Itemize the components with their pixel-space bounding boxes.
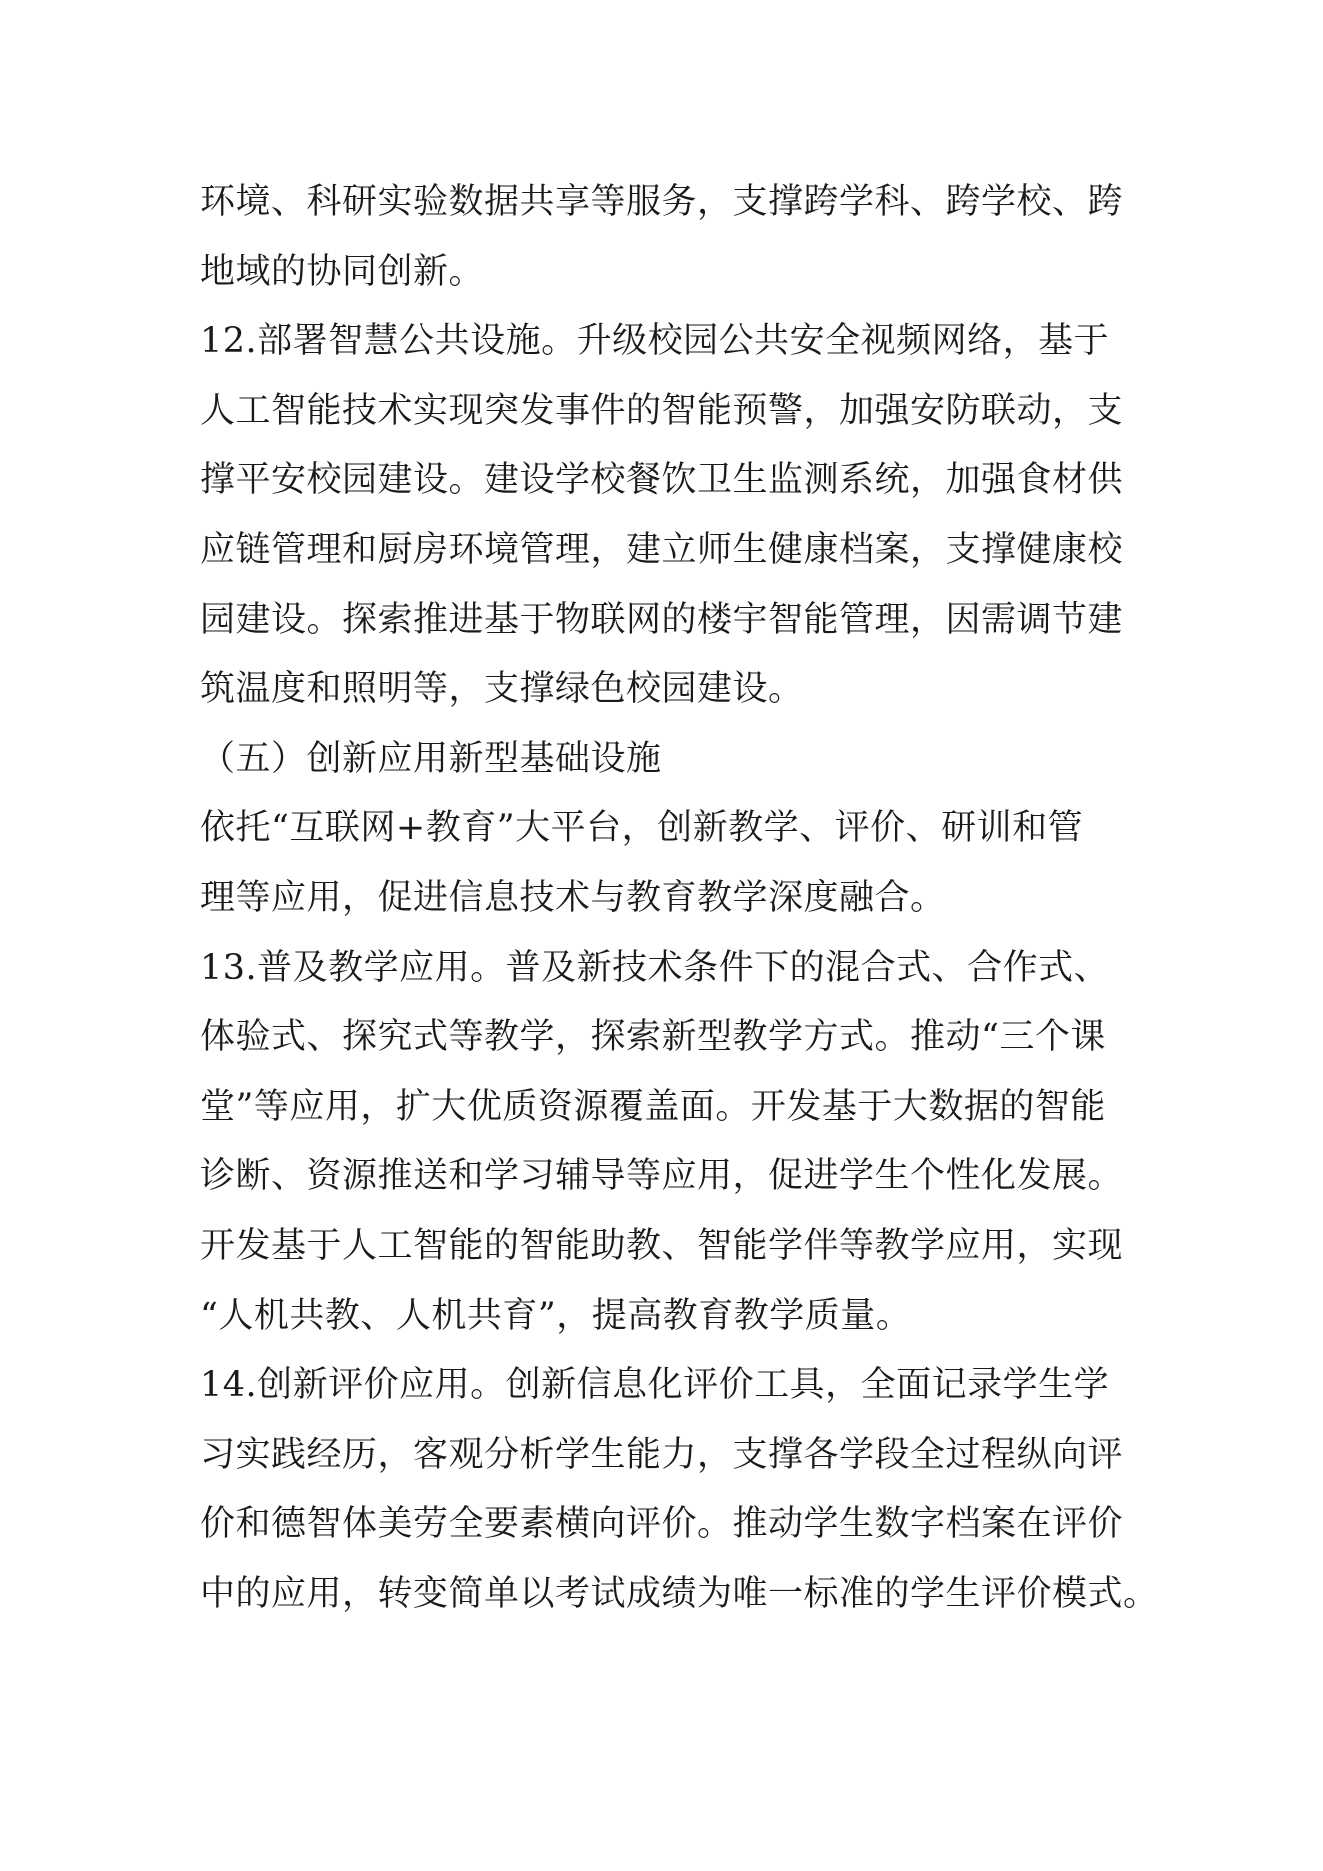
text-line: 人工智能技术实现突发事件的智能预警，加强安防联动，支 [200,390,1124,431]
text-line: 筑温度和照明等，支撑绿色校园建设。 [200,669,804,710]
text-line: 撑平安校园建设。建设学校餐饮卫生监测系统，加强食材供 [200,460,1124,501]
text-line: 环境、科研实验数据共享等服务，支撑跨学科、跨学校、跨 [200,182,1124,222]
text-line: 13.普及教学应用。普及新技术条件下的混合式、合作式、 [200,947,1110,988]
text-line: “人机共教、人机共育”，提高教育教学质量。 [200,1295,912,1336]
text-line: 价和德智体美劳全要素横向评价。推动学生数字档案在评价 [200,1504,1124,1545]
text-line: 诊断、资源推送和学习辅导等应用，促进学生个性化发展。 [200,1156,1124,1197]
text-line: 开发基于人工智能的智能助教、智能学伴等教学应用，实现 [200,1225,1124,1266]
text-line: 理等应用，促进信息技术与教育教学深度融合。 [200,877,946,918]
text-line: 园建设。探索推进基于物联网的楼宇智能管理，因需调节建 [200,599,1124,640]
text-line: 12.部署智慧公共设施。升级校园公共安全视频网络，基于 [200,321,1110,362]
text-line: 堂”等应用，扩大优质资源覆盖面。开发基于大数据的智能 [200,1086,1106,1127]
section-heading: （五）创新应用新型基础设施 [200,738,662,779]
text-line: 14.创新评价应用。创新信息化评价工具，全面记录学生学 [200,1365,1110,1406]
document-body [200,168,1180,1629]
text-line: 地域的协同创新。 [200,251,485,292]
text-line: 应链管理和厨房环境管理，建立师生健康档案，支撑健康校 [200,529,1124,570]
text-line: 依托“互联网+教育”大平台，创新教学、评价、研训和管 [200,808,1084,849]
text-line: 中的应用，转变简单以考试成绩为唯一标准的学生评价模式。 [200,1573,1159,1614]
text-line: 习实践经历，客观分析学生能力，支撑各学段全过程纵向评 [200,1434,1124,1475]
text-line: 体验式、探究式等教学，探索新型教学方式。推动“三个课 [200,1017,1106,1058]
